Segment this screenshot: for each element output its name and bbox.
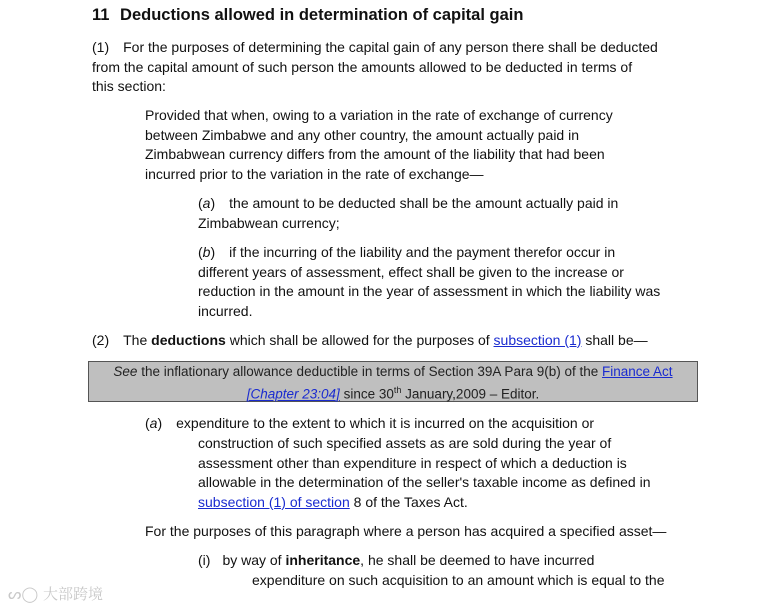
watermark bbox=[8, 583, 103, 604]
proviso-item-b: (b) if the incurring of the liability and the payment therefor occur in different years of assessment, effect shall be given to the increase or reduction in the amount in the year of assessment in which the liability was incurred. bbox=[198, 243, 660, 321]
text-line: between Zimbabwe and any other country, the amount actually paid in bbox=[145, 126, 579, 143]
text-line: this section: bbox=[92, 78, 166, 95]
text-line: different years of assessment, effect shall be given to the increase or bbox=[198, 263, 624, 280]
proviso-item-a: (a) the amount to be deducted shall be the amount actually paid in Zimbabwean currency; bbox=[198, 194, 618, 233]
text-line: For the purposes of this paragraph where a person has acquired a specified asset— bbox=[145, 523, 667, 539]
subsection-1 bbox=[92, 38, 658, 97]
section-heading bbox=[92, 6, 523, 25]
watermark-logo-icon: ᔕ◯ bbox=[8, 585, 39, 603]
bold-term: inheritance bbox=[285, 552, 361, 568]
bold-term: deductions bbox=[151, 332, 226, 348]
subsection-1-label: (1) bbox=[92, 39, 110, 55]
text-line: expenditure on such acquisition to an amount which is equal to the bbox=[252, 572, 665, 588]
section-8-link[interactable]: subsection (1) of section bbox=[198, 493, 350, 510]
subsection-2 bbox=[92, 331, 648, 351]
proviso bbox=[145, 106, 613, 184]
text-line: expenditure to the extent to which it is incurred on the acquisition or bbox=[176, 415, 595, 431]
text-line: the amount to be deducted shall be the amount actually paid in bbox=[229, 195, 619, 211]
paragraph-a-continued bbox=[198, 434, 651, 512]
text-line: assessment other than expenditure in respect of which a deduction is bbox=[198, 454, 627, 471]
finance-act-link[interactable]: Finance Act bbox=[602, 364, 673, 379]
item-label: (i) bbox=[198, 552, 211, 568]
text-run: which shall be allowed for the purposes of bbox=[229, 332, 490, 348]
text-run: , he shall be deemed to have incurred bbox=[360, 552, 595, 568]
text-run: The bbox=[123, 332, 148, 348]
note-text: since 30 bbox=[343, 386, 394, 402]
watermark-text: 大部跨境 bbox=[42, 585, 103, 603]
note-text: the inflationary allowance deductible in terms of Section 39A Para 9(b) of the bbox=[141, 364, 599, 379]
item-label: a bbox=[149, 415, 158, 431]
text-line: Zimbabwean currency; bbox=[198, 214, 340, 231]
text-line: if the incurring of the liability and the payment therefor occur in bbox=[229, 244, 616, 260]
text-line: construction of such specified assets as are sold during the year of bbox=[198, 435, 612, 451]
editor-note-box bbox=[88, 361, 698, 402]
text-run: by way of bbox=[222, 552, 282, 568]
text-line: incurred prior to the variation in the rate of exchange— bbox=[145, 165, 484, 182]
text-line: from the capital amount of such person the amounts allowed to be deducted in terms of bbox=[92, 58, 633, 75]
subsection-1-link[interactable]: subsection (1) bbox=[493, 332, 582, 348]
paragraph-a: (a) expenditure to the extent to which it is incurred on the acquisition or bbox=[145, 415, 595, 431]
text-line: reduction in the amount in the year of assessment in which the liability was bbox=[198, 283, 661, 300]
note-text: – Editor. bbox=[489, 386, 540, 402]
item-label: b bbox=[202, 244, 211, 260]
subsection-2-label: (2) bbox=[92, 332, 110, 348]
see-label: See bbox=[113, 364, 138, 379]
text-line: incurred. bbox=[198, 302, 253, 319]
item-i bbox=[198, 551, 594, 571]
note-text: January,2009 bbox=[405, 386, 486, 402]
text-line: For the purposes of determining the capital gain of any person there shall be deducted bbox=[123, 39, 658, 55]
text-line: allowable in the determination of the seller's taxable income as defined in bbox=[198, 474, 651, 491]
item-label: a bbox=[202, 195, 211, 211]
text-line: Provided that when, owing to a variation in the rate of exchange of currency bbox=[145, 107, 613, 123]
chapter-link[interactable]: [Chapter 23:04] bbox=[246, 386, 340, 402]
section-number: 11 bbox=[92, 6, 110, 24]
item-i-continued bbox=[252, 571, 665, 591]
text-run: shall be— bbox=[585, 332, 648, 348]
superscript: th bbox=[393, 385, 402, 395]
text-line: Zimbabwean currency differs from the amount of the liability that had been bbox=[145, 146, 605, 163]
text-run: 8 of the Taxes Act. bbox=[353, 493, 468, 510]
section-title: Deductions allowed in determination of capital gain bbox=[120, 6, 524, 24]
purposes-paragraph bbox=[145, 522, 666, 542]
